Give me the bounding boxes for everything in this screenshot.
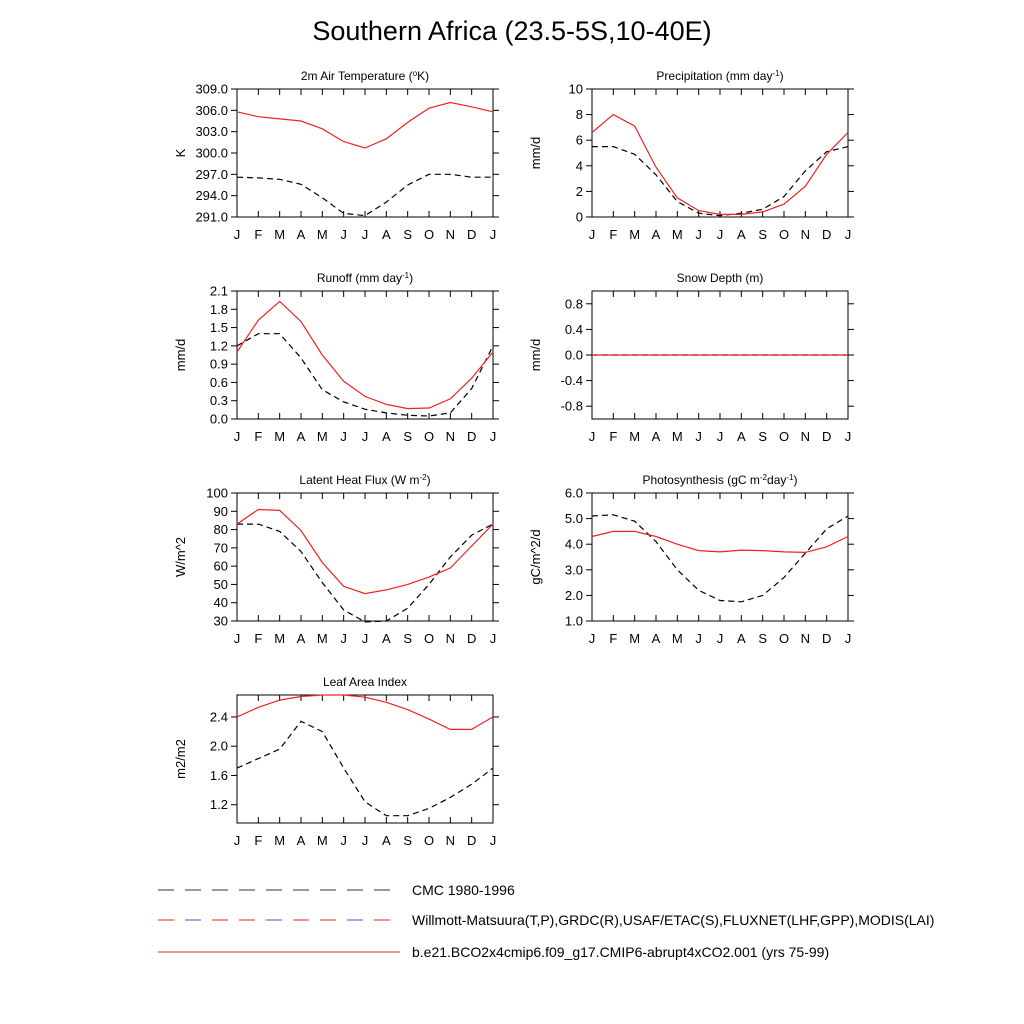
- y-tick-label: 2.0: [209, 738, 228, 754]
- y-axis-label: gC/m^2/d: [528, 529, 543, 585]
- y-tick-label: 303.0: [195, 124, 228, 140]
- y-tick-label: 2.1: [209, 283, 228, 299]
- legend-label-cmc: CMC 1980-1996: [412, 882, 515, 898]
- x-tick-label: J: [844, 227, 852, 242]
- y-tick-label: 8: [575, 107, 583, 123]
- x-tick-label: J: [844, 631, 852, 646]
- x-tick-label: S: [758, 631, 768, 646]
- x-tick-label: N: [445, 429, 456, 444]
- y-tick-label: 70: [213, 540, 228, 556]
- x-tick-label: J: [340, 631, 347, 646]
- x-tick-label: A: [381, 833, 391, 848]
- x-tick-label: J: [695, 429, 702, 444]
- y-tick-label: 309.0: [195, 81, 228, 97]
- y-tick-label: 2.0: [564, 587, 583, 603]
- chart-lhf: [173, 473, 499, 647]
- x-tick-label: M: [629, 631, 641, 646]
- series-line-obs: [237, 334, 493, 416]
- plot-frame: [592, 493, 848, 621]
- legend-label-model: b.e21.BCO2x4cmip6.f09_g17.CMIP6-abrupt4xCO2.001 (yrs 75-99): [412, 944, 830, 960]
- y-tick-label: 294.0: [195, 188, 228, 204]
- plot-frame: [237, 291, 493, 419]
- x-tick-label: O: [423, 227, 435, 242]
- y-tick-label: 90: [213, 503, 228, 519]
- y-axis-label: K: [173, 148, 188, 158]
- chart-precip: [528, 69, 854, 243]
- y-axis-label: m2/m2: [173, 739, 188, 779]
- x-tick-label: S: [403, 429, 413, 444]
- y-tick-label: 2: [575, 183, 583, 199]
- chart-temp: [173, 69, 499, 243]
- x-tick-label: M: [671, 429, 683, 444]
- x-tick-label: N: [445, 631, 456, 646]
- chart-title: Leaf Area Index: [322, 675, 408, 689]
- y-tick-label: 0.6: [209, 374, 228, 390]
- x-tick-label: D: [466, 833, 477, 848]
- x-tick-label: O: [423, 631, 435, 646]
- x-tick-label: D: [466, 429, 477, 444]
- x-tick-label: F: [254, 429, 263, 444]
- y-tick-label: 80: [213, 522, 228, 538]
- series-line-obs: [237, 524, 493, 622]
- chart-title: Latent Heat Flux (W $m^{-2}$): [299, 472, 431, 487]
- x-tick-label: J: [489, 631, 497, 646]
- legend-label-obs: Willmott-Matsuura(T,P),GRDC(R),USAF/ETAC(S),FLUXNET(LHF,GPP),MODIS(LAI): [412, 912, 935, 928]
- y-tick-label: 0.0: [209, 411, 228, 427]
- x-tick-label: J: [233, 227, 241, 242]
- chart-snow: [528, 271, 854, 444]
- x-tick-label: J: [716, 631, 724, 646]
- x-tick-label: F: [609, 631, 618, 646]
- x-tick-label: J: [588, 429, 596, 444]
- y-tick-label: 50: [213, 576, 228, 592]
- series-line-model: [237, 301, 493, 408]
- x-tick-label: A: [296, 227, 306, 242]
- x-tick-label: M: [629, 227, 641, 242]
- x-tick-label: M: [316, 429, 328, 444]
- series-line-model: [592, 115, 848, 215]
- y-axis-label: mm/d: [528, 338, 543, 372]
- x-tick-label: O: [778, 227, 790, 242]
- x-tick-label: S: [403, 227, 413, 242]
- y-tick-label: 1.6: [209, 767, 228, 783]
- x-tick-label: J: [361, 227, 369, 242]
- x-tick-label: J: [489, 227, 497, 242]
- x-tick-label: O: [423, 833, 435, 848]
- x-tick-label: N: [445, 227, 456, 242]
- x-tick-label: M: [671, 227, 683, 242]
- chart-title: 2m Air Temperature ($^o$K): [300, 68, 430, 83]
- series-line-obs: [237, 174, 493, 215]
- x-tick-label: D: [466, 227, 477, 242]
- x-tick-label: J: [588, 227, 596, 242]
- x-tick-label: M: [274, 227, 286, 242]
- x-tick-label: J: [695, 631, 702, 646]
- plot-frame: [237, 493, 493, 621]
- y-tick-label: 1.2: [209, 338, 228, 354]
- x-tick-label: A: [381, 227, 391, 242]
- y-tick-label: 30: [213, 613, 228, 629]
- series-line-obs: [592, 515, 848, 602]
- chart-lai: [173, 675, 499, 848]
- x-tick-label: F: [254, 227, 263, 242]
- y-tick-label: 0.9: [209, 356, 228, 372]
- x-tick-label: A: [381, 631, 391, 646]
- x-tick-label: J: [716, 429, 724, 444]
- series-line-model: [237, 103, 493, 149]
- x-tick-label: J: [361, 631, 369, 646]
- plot-frame: [237, 695, 493, 823]
- x-tick-label: J: [489, 833, 497, 848]
- x-tick-label: D: [466, 631, 477, 646]
- y-tick-label: 2.4: [209, 709, 228, 725]
- x-tick-label: J: [233, 631, 241, 646]
- x-tick-label: S: [758, 227, 768, 242]
- chart-runoff: [173, 271, 499, 445]
- x-tick-label: O: [423, 429, 435, 444]
- x-tick-label: J: [340, 227, 347, 242]
- x-tick-label: N: [800, 631, 811, 646]
- plot-frame: [592, 89, 848, 217]
- y-axis-label: mm/d: [173, 338, 188, 372]
- page-title: Southern Africa (23.5-5S,10-40E): [312, 16, 712, 46]
- x-tick-label: S: [758, 429, 768, 444]
- y-tick-label: 0.0: [564, 347, 583, 363]
- x-tick-label: J: [361, 429, 369, 444]
- x-tick-label: O: [778, 429, 790, 444]
- y-tick-label: 3.0: [564, 562, 583, 578]
- x-tick-label: M: [274, 833, 286, 848]
- x-tick-label: M: [274, 429, 286, 444]
- y-tick-label: 0.8: [564, 296, 583, 312]
- y-axis-label: W/m^2: [173, 536, 188, 578]
- x-tick-label: A: [651, 227, 661, 242]
- y-tick-label: 300.0: [195, 145, 228, 161]
- x-tick-label: J: [844, 429, 852, 444]
- series-line-model: [237, 510, 493, 594]
- y-tick-label: 291.0: [195, 209, 228, 225]
- series-line-model: [592, 531, 848, 552]
- x-tick-label: A: [736, 631, 746, 646]
- y-tick-label: 0.3: [209, 393, 228, 409]
- y-tick-label: 4: [575, 158, 583, 174]
- y-tick-label: 10: [568, 81, 583, 97]
- y-tick-label: 40: [213, 595, 228, 611]
- x-tick-label: J: [233, 429, 241, 444]
- x-tick-label: F: [609, 227, 618, 242]
- legend: [158, 890, 400, 952]
- y-tick-label: 1.8: [209, 301, 228, 317]
- chart-title: Snow Depth (m): [676, 271, 764, 285]
- x-tick-label: J: [716, 227, 724, 242]
- x-tick-label: F: [254, 833, 263, 848]
- x-tick-label: J: [588, 631, 596, 646]
- x-tick-label: D: [821, 227, 832, 242]
- x-tick-label: D: [821, 631, 832, 646]
- series-line-obs: [592, 147, 848, 216]
- x-tick-label: F: [254, 631, 263, 646]
- x-tick-label: A: [736, 227, 746, 242]
- y-tick-label: 297.0: [195, 166, 228, 182]
- x-tick-label: J: [340, 833, 347, 848]
- x-tick-label: M: [274, 631, 286, 646]
- y-tick-label: 306.0: [195, 102, 228, 118]
- y-tick-label: 6.0: [564, 485, 583, 501]
- x-tick-label: S: [403, 833, 413, 848]
- y-tick-label: 4.0: [564, 536, 583, 552]
- x-tick-label: M: [671, 631, 683, 646]
- x-tick-label: D: [821, 429, 832, 444]
- x-tick-label: N: [800, 429, 811, 444]
- x-tick-label: A: [736, 429, 746, 444]
- y-axis-label: mm/d: [528, 136, 543, 170]
- x-tick-label: M: [629, 429, 641, 444]
- x-tick-label: M: [316, 833, 328, 848]
- y-tick-label: 1.2: [209, 797, 228, 813]
- x-tick-label: J: [489, 429, 497, 444]
- x-tick-label: A: [296, 833, 306, 848]
- x-tick-label: J: [340, 429, 347, 444]
- y-tick-label: 6: [575, 132, 583, 148]
- y-tick-label: 0.4: [564, 321, 583, 337]
- x-tick-label: F: [609, 429, 618, 444]
- chart-gpp: [528, 473, 854, 647]
- y-tick-label: 5.0: [564, 511, 583, 527]
- x-tick-label: M: [316, 631, 328, 646]
- x-tick-label: J: [361, 833, 369, 848]
- y-tick-label: -0.8: [560, 398, 583, 414]
- chart-title: Precipitation (mm day$^{-1}$): [656, 68, 784, 83]
- x-tick-label: O: [778, 631, 790, 646]
- x-tick-label: J: [233, 833, 241, 848]
- x-tick-label: A: [651, 631, 661, 646]
- x-tick-label: N: [800, 227, 811, 242]
- y-tick-label: -0.4: [560, 373, 583, 389]
- y-tick-label: 1.5: [209, 320, 228, 336]
- x-tick-label: S: [403, 631, 413, 646]
- y-tick-label: 100: [206, 485, 228, 501]
- x-tick-label: J: [695, 227, 702, 242]
- x-tick-label: A: [381, 429, 391, 444]
- chart-title: Photosynthesis (gC $m^{-2}day^{-1}$): [642, 472, 798, 487]
- series-line-obs: [237, 721, 493, 815]
- x-tick-label: A: [296, 631, 306, 646]
- plot-frame: [237, 89, 493, 217]
- y-tick-label: 60: [213, 558, 228, 574]
- x-tick-label: A: [296, 429, 306, 444]
- y-tick-label: 0: [575, 209, 583, 225]
- chart-title: Runoff (mm day$^{-1}$): [316, 270, 414, 285]
- x-tick-label: M: [316, 227, 328, 242]
- x-tick-label: A: [651, 429, 661, 444]
- y-tick-label: 1.0: [564, 613, 583, 629]
- x-tick-label: N: [445, 833, 456, 848]
